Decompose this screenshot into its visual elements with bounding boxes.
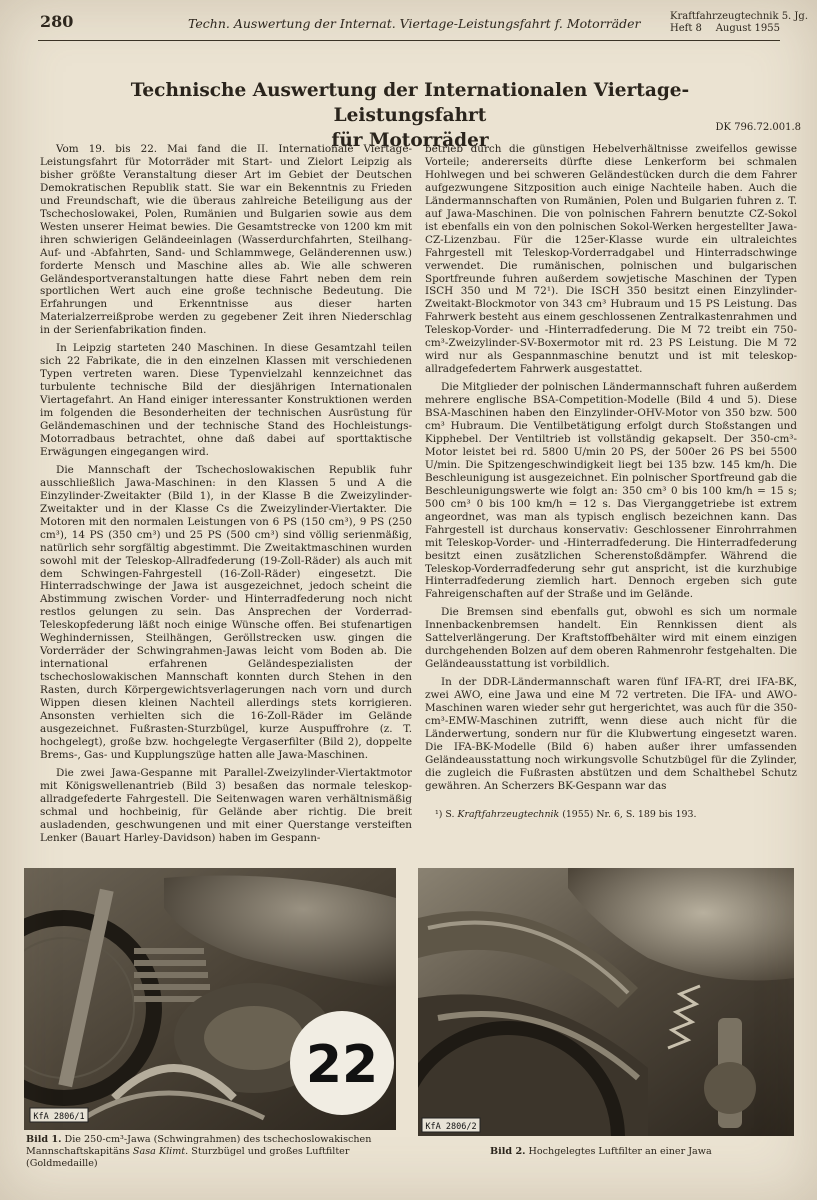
text-column-right <box>425 143 797 821</box>
paragraph: In Leipzig starteten 240 Maschinen. In diese Gesamtzahl teilen sich 22 Fabrikate, die in den einzelnen Klassen mit verschiedenen Typen vertreten waren. Diese Typenvielzahl kennzeichnet das turbulente technische Bild der diesjährigen Internationalen Viertagefahrt. An Hand einiger interessanter Konstruktionen werden im folgenden die Besonderheiten der technischen Ausrüstung für Geländemaschinen und der technische Stand des Hochleistungs-Motorradbaus betrachtet, ohne daß dabei auf sporttaktische Erwägungen eingegangen wird. <box>40 342 412 458</box>
footnote-ref: (1955) Nr. 6, S. 189 bis 193. <box>562 808 697 820</box>
paragraph: Die Bremsen sind ebenfalls gut, obwohl es sich um normale Innenbackenbremsen handelt. Ein Rennkissen dient als Sattelverlängerung. Der Kraftstoffbehälter wird mit einem einzigen durchgehenden Bolzen auf dem oberen Rahmenrohr festgehalten. Die Geländeausstattung ist vorbildlich. <box>425 606 797 671</box>
journal-volume: Kraftfahrzeugtechnik 5. Jg. <box>670 11 809 22</box>
figure-1-caption-name: Sasa Klimt. <box>132 1146 189 1157</box>
paragraph: In der DDR-Ländermannschaft waren fünf IFA-RT, drei IFA-BK, zwei AWO, eine Jawa und eine M 72 vertreten. Die IFA- und AWO-Maschinen waren wieder sehr gut hergerichtet, was auch für die 350-cm³-EMW-Maschinen zutrifft, wenn diese auch nicht für die Länderwertung, sondern nur für die Klubwertung eingesetzt waren. Die IFA-BK-Modelle (Bild 6) haben außer ihrer umfassenden Geländeausstattung noch wirkungsvolle Schutzbügel für die Zylinder, die zugleich die Fußrasten abstützen und dem Schalthebel Schutz gewähren. An Scherzers BK-Gespann war das <box>425 676 797 792</box>
article-title <box>80 78 740 153</box>
paragraph: Die Mitglieder der polnischen Ländermannschaft fuhren außerdem mehrere englische BSA-Competition-Modelle (Bild 4 und 5). Diese BSA-Maschinen haben den Einzylinder-OHV-Motor von 350 bzw. 500 cm³ Hubraum. Die Ventilbetätigung erfolgt durch Stoßstangen und Kipphebel. Der Ventiltrieb ist vollständig gekapselt. Der 350-cm³-Motor leistet bei rd. 5800 U/min 20 PS, der 500er 26 PS bei 5500 U/min. Die Spitzengeschwindigkeit liegt bei 135 bzw. 145 km/h. Die Beschleunigung ist ausgezeichnet. Ein polnischer Sportfreund gab die Beschleunigungswerte wie folgt an: 350 cm³ 0 bis 100 km/h = 15 s; 500 cm³ 0 bis 100 km/h = 12 s. Das Vierganggetriebe ist extrem angeordnet, was man als typisch englisch bezeichnen kann. Das Fahrgestell ist durchaus konservativ: Geschlossener Einrohrrahmen mit Teleskop-Vorder- und -Hinterradfederung. Die Hinterradfederung besitzt einen zusätzlichen Scherenstoßdämpfer. Während die Teleskop-Vorderradfederung sehr gut anspricht, ist die kurzhubige Hinterradfederung ziemlich hart. Dennoch ergeben sich gute Fahreigenschaften auf der Straße und im Gelände. <box>425 381 797 601</box>
figure-2-label: Bild 2. <box>490 1146 526 1157</box>
title-line-1: Technische Auswertung der Internationalen Viertage-Leistungsfahrt <box>130 80 690 126</box>
figure-1-caption <box>26 1134 398 1170</box>
running-title: Techn. Auswertung der Internat. Viertage-Leistungsfahrt f. Motorräder <box>188 16 641 31</box>
footnote-mark: ¹) S. <box>435 808 455 820</box>
paragraph: betrieb durch die günstigen Hebelverhältnisse zweifellos gewisse Vorteile; andererseits dürfte diese Lenkerform bei schmalen Hohlwegen und bei schweren Geländestücken durch die dem Fahrer aufgezwungene Sitzposition auch einige Nachteile haben. Auch die Ländermannschaften von Rumänien, Polen und Bulgarien fuhren z. T. auf Jawa-Maschinen. Die von polnischen Fahrern benutzte CZ-Sokol ist ebenfalls ein von den polnischen Sokol-Werken hergestellter Jawa-CZ-Lizenzbau. Für die 125er-Klasse wurde ein ultraleichtes Fahrgestell mit Teleskop-Vorderradgabel und Hinterradschwinge verwendet. Die rumänischen, polnischen und bulgarischen Sportfreunde fuhren außerdem sowjetische Maschinen der Typen ISCH 350 und M 72¹). Die ISCH 350 besitzt einen Einzylinder-Zweitakt-Blockmotor von 343 cm³ Hubraum und 15 PS Leistung. Das Fahrwerk besteht aus einem geschlossenen Zentralkastenrahmen und Teleskop-Vorder- und -Hinterradfederung. Die M 72 treibt ein 750-cm³-Zweizylinder-SV-Boxermotor mit rd. 23 PS Leistung. Die M 72 wird nur als Gespannmaschine benutzt und ist mit teleskop-allradgefedertem Fahrwerk ausgestattet. <box>425 143 797 376</box>
footnote-journal: Kraftfahrzeugtechnik <box>457 808 560 820</box>
figure-1-caption-text-b: Sturzbügel und großes Luftfilter (Goldmedaille) <box>26 1146 350 1169</box>
figure-2-caption <box>490 1146 790 1158</box>
journal-date: August 1955 <box>715 22 780 34</box>
photo-stamp-2: KfA 2806/2 <box>425 1122 477 1132</box>
figure-2-photo <box>418 868 794 1136</box>
journal-info <box>670 11 809 34</box>
figure-1-label: Bild 1. <box>26 1134 62 1145</box>
paragraph: Die Mannschaft der Tschechoslowakischen Republik fuhr ausschließlich Jawa-Maschinen: in den Klassen 5 und A die Einzylinder-Zweitakter (Bild 1), in der Klasse B die Zweizylinder-Zweitakter und in der Klasse Cs die Zweizylinder-Viertakter. Die Motoren mit den normalen Leistungen von 6 PS (150 cm³), 9 PS (250 cm³), 14 PS (350 cm³) und 25 PS (500 cm³) sind völlig serienmäßig, natürlich sehr sorgfältig abgestimmt. Die Zweitaktmaschinen wurden sowohl mit der Teleskop-Allradfederung (19-Zoll-Räder) als auch mit dem Schwingen-Fahrgestell (16-Zoll-Räder) eingesetzt. Die Hinterradschwinge der Jawa ist ausgezeichnet, jedoch scheint die Abstimmung zwischen Vorder- und Hinterradfederung noch nicht restlos gelungen zu sein. Das Ansprechen der Vorderrad-Teleskopfederung läßt noch einige Wünsche offen. Bei stufenartigen Weghindernissen, Steilhängen, Geröllstrecken usw. gingen die Vorderräder der Schwingrahmen-Jawas leicht vom Boden ab. Die international erfahrenen Geländespezialisten der tschechoslowakischen Mannschaft konnten durch Stehen in den Rasten, durch Körpergewichtsverlagerungen nach vorn und durch Wippen diesen kleinen Nachteil allerdings stets korrigieren. Ansonsten verhielten sich die 16-Zoll-Räder im Gelände ausgezeichnet. Fußrasten-Sturzbügel, kurze Auspuffrohre (z. T. hochgelegt), große bzw. hochgelegte Vergaserfilter (Bild 2), doppelte Brems-, Gas- und Kupplungszüge hatten alle Jawa-Maschinen. <box>40 463 412 761</box>
title-line-2: für Motorräder <box>331 130 489 151</box>
jawa-motorcycle-photo <box>24 868 396 1130</box>
running-header <box>38 10 809 41</box>
paragraph: Die zwei Jawa-Gespanne mit Parallel-Zweizylinder-Viertaktmotor mit Königswellenantrieb (Bild 3) besaßen das normale teleskop-allradgefederte Fahrgestell. Die Seitenwagen waren verhältnismäßig schmal und hochbeinig, für Gelände aber richtig. Die breit ausladenden, geschwungenen und mit einer Querstange versteiften Lenker (Bauart Harley-Davidson) haben im Gespann- <box>40 766 412 844</box>
paragraph: Vom 19. bis 22. Mai fand die II. Internationale Viertage-Leistungsfahrt für Motorräder mit Start- und Zielort Leipzig als bisher größte Veranstaltung dieser Art im Gebiet der Deutschen Demokratischen Republik statt. Sie war ein Bekenntnis zu Frieden und Freundschaft, wie die überaus zahlreiche Beteiligung aus der Tschechoslowakei, Polen, Rumänien und Bulgarien sowie aus dem Westen unserer Heimat bewies. Die Gesamtstrecke von 1200 km mit ihren schwierigen Geländeeinlagen (Wasserdurchfahrten, Steilhang-Auf- und -Abfahrten, Sand- und Schlammwege, Geländerennen usw.) forderte Mensch und Maschine alles ab. Wie alle schweren Geländesportveranstaltungen hatte diese Fahrt neben dem rein sportlichen Wert auch eine große technische Bedeutung. Die Erfahrungen und Erkenntnisse aus dieser harten Materialzerreißprobe werden zu gegebener Zeit ihren Niederschlag in der Serienfabrikation finden. <box>40 143 412 337</box>
dk-classification: DK 796.72.001.8 <box>715 122 801 133</box>
journal-issue: Heft 8 <box>670 22 702 34</box>
air-filter-photo <box>418 868 794 1136</box>
start-number: 22 <box>305 1035 379 1095</box>
figure-2-caption-text: Hochgelegtes Luftfilter an einer Jawa <box>528 1146 712 1157</box>
photo-stamp-1: KfA 2806/1 <box>33 1112 85 1122</box>
figure-1-photo <box>24 868 396 1130</box>
page-number: 280 <box>40 12 74 31</box>
text-column-left <box>40 143 412 845</box>
figure-1-caption-text: Die 250-cm³-Jawa (Schwingrahmen) des tschechoslowakischen Mannschaftskapitäns <box>26 1134 372 1157</box>
footnote <box>425 809 797 821</box>
